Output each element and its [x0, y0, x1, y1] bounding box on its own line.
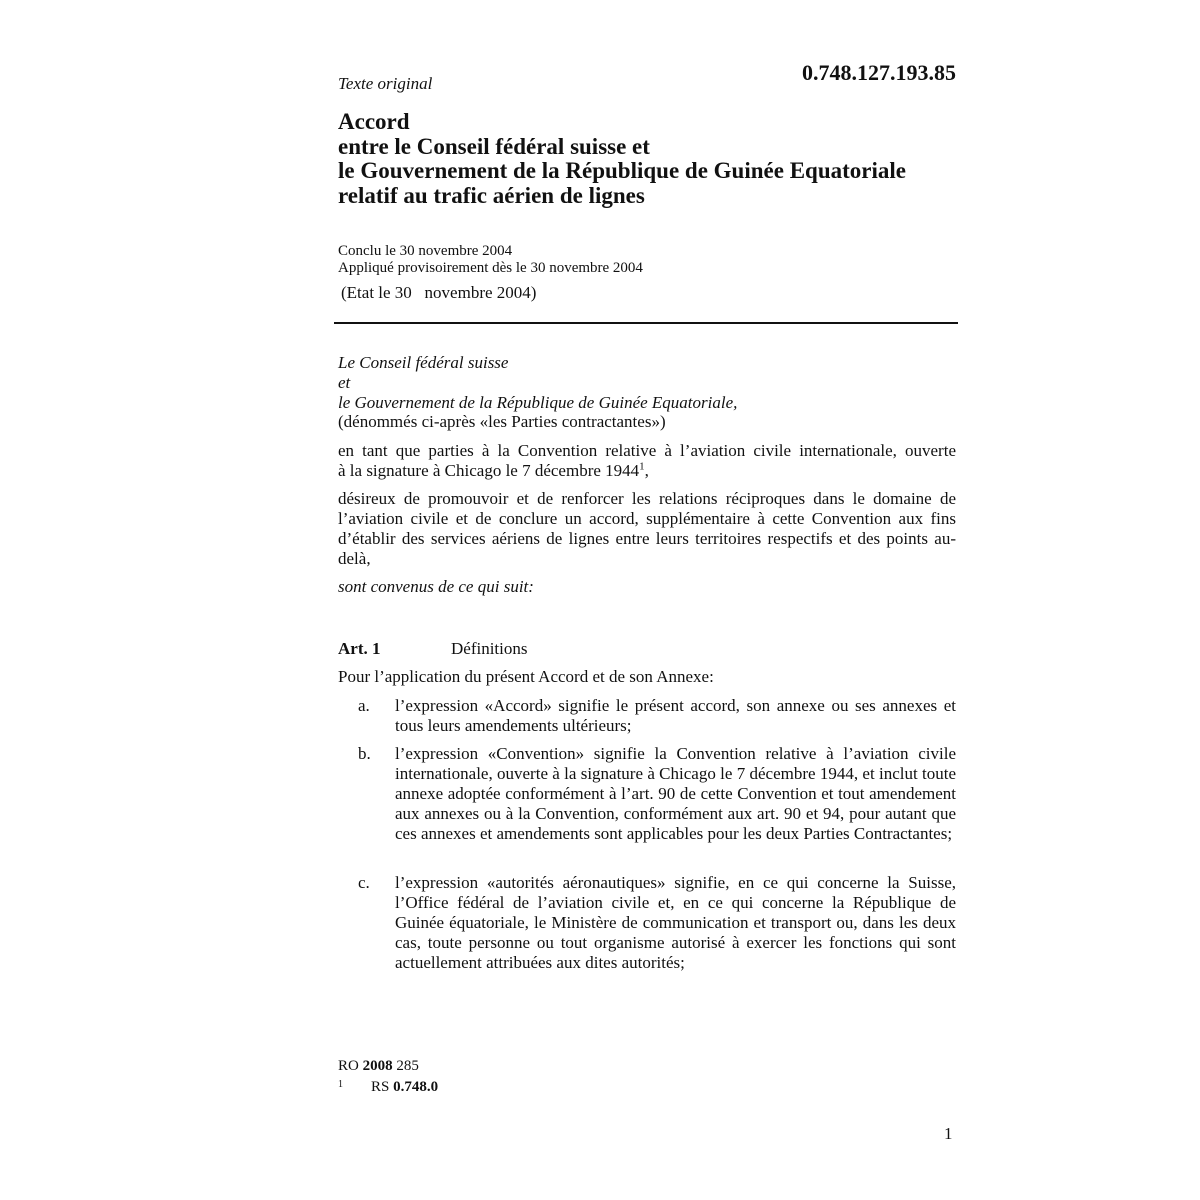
- header-divider: [334, 322, 958, 324]
- preamble-agreed: sont convenus de ce qui suit:: [338, 577, 534, 596]
- title-line: le Gouvernement de la République de Guinée Equatoriale: [338, 158, 906, 183]
- official-compilation-reference: [338, 1058, 419, 1075]
- ro-page: 285: [396, 1058, 419, 1074]
- preamble-and: et: [338, 373, 351, 392]
- document-status: Texte original: [338, 74, 433, 93]
- footnote: [338, 1079, 438, 1096]
- list-item-text: l’expression «Convention» signifie la Convention relative à l’aviation civile internationale, ouverte à la signature à Chicago le 7 décembre 1944, et inclut toute annexe adoptée conformément à l’art. 90 de cette Convention et tout amendement aux annexes ou à la Convention, conformément aux art. 90 et 94, pour autant que ces annexes et amendements sont applicables pour les deux Parties Contractantes;: [395, 744, 956, 843]
- list-item-label: a.: [358, 696, 370, 715]
- concluded-date: Conclu le 30 novembre 2004: [338, 243, 513, 259]
- paragraph-line: en tant que parties à la Convention relative à l’aviation civile internationale, ouverte: [338, 441, 956, 460]
- footnote-prefix: RS: [371, 1079, 390, 1095]
- article-intro: Pour l’application du présent Accord et de son Annexe:: [338, 667, 714, 686]
- article-heading: [338, 639, 528, 659]
- paragraph-punctuation: ,: [644, 461, 649, 480]
- list-item-label: c.: [358, 873, 370, 892]
- document-dates: [338, 243, 643, 277]
- ro-year: 2008: [362, 1058, 393, 1074]
- preamble-paragraph-convention: [338, 441, 956, 481]
- document-title: [338, 110, 978, 208]
- paragraph-text: à la signature à Chicago le 7 décembre 1944: [338, 461, 640, 480]
- list-item: [338, 696, 956, 736]
- preamble-paragraph-desire: désireux de promouvoir et de renforcer les relations réciproques dans le domaine de l’aviation civile et de conclure un accord, supplémentaire à cette Convention aux fins d’établir des services aériens de lignes entre leurs territoires respectifs et des points au-delà,: [338, 489, 956, 568]
- list-item-text: l’expression «Accord» signifie le présent accord, son annexe ou ses annexes et tous leurs amendements ultérieurs;: [395, 696, 956, 735]
- list-item: [338, 873, 956, 973]
- applied-date: Appliqué provisoirement dès le 30 novembre 2004: [338, 260, 643, 276]
- document-reference-number: 0.748.127.193.85: [802, 60, 956, 85]
- footnote-number: 1: [338, 1079, 343, 1090]
- preamble-designation: (dénommés ci-après «les Parties contractantes»): [338, 412, 666, 431]
- article-title: Définitions: [451, 639, 528, 658]
- list-item: [338, 744, 956, 844]
- title-line: entre le Conseil fédéral suisse et: [338, 133, 650, 159]
- footnote-reference: 0.748.0: [393, 1079, 439, 1095]
- status-date: (Etat le 30 novembre 2004): [341, 283, 537, 302]
- article-number: Art. 1: [338, 639, 381, 658]
- page-number: 1: [944, 1124, 953, 1143]
- preamble-party1: Le Conseil fédéral suisse: [338, 353, 509, 372]
- paragraph-line: [338, 461, 956, 481]
- list-item-text: l’expression «autorités aéronautiques» signifie, en ce qui concerne la Suisse, l’Office fédéral de l’aviation civile et, en ce qui concerne la République de Guinée équatoriale, le Ministère de communication et transport ou, dans les deux cas, toute personne ou tout organisme autorisé à exercer les fonctions qui sont actuellement attribuées aux dites autorités;: [395, 873, 956, 972]
- title-line: relatif au trafic aérien de lignes: [338, 182, 645, 208]
- list-item-label: b.: [358, 744, 371, 763]
- preamble-party2: le Gouvernement de la République de Guinée Equatoriale,: [338, 393, 738, 412]
- footnote-marker: 1: [639, 460, 645, 473]
- title-line: Accord: [338, 109, 410, 134]
- ro-prefix: RO: [338, 1058, 359, 1074]
